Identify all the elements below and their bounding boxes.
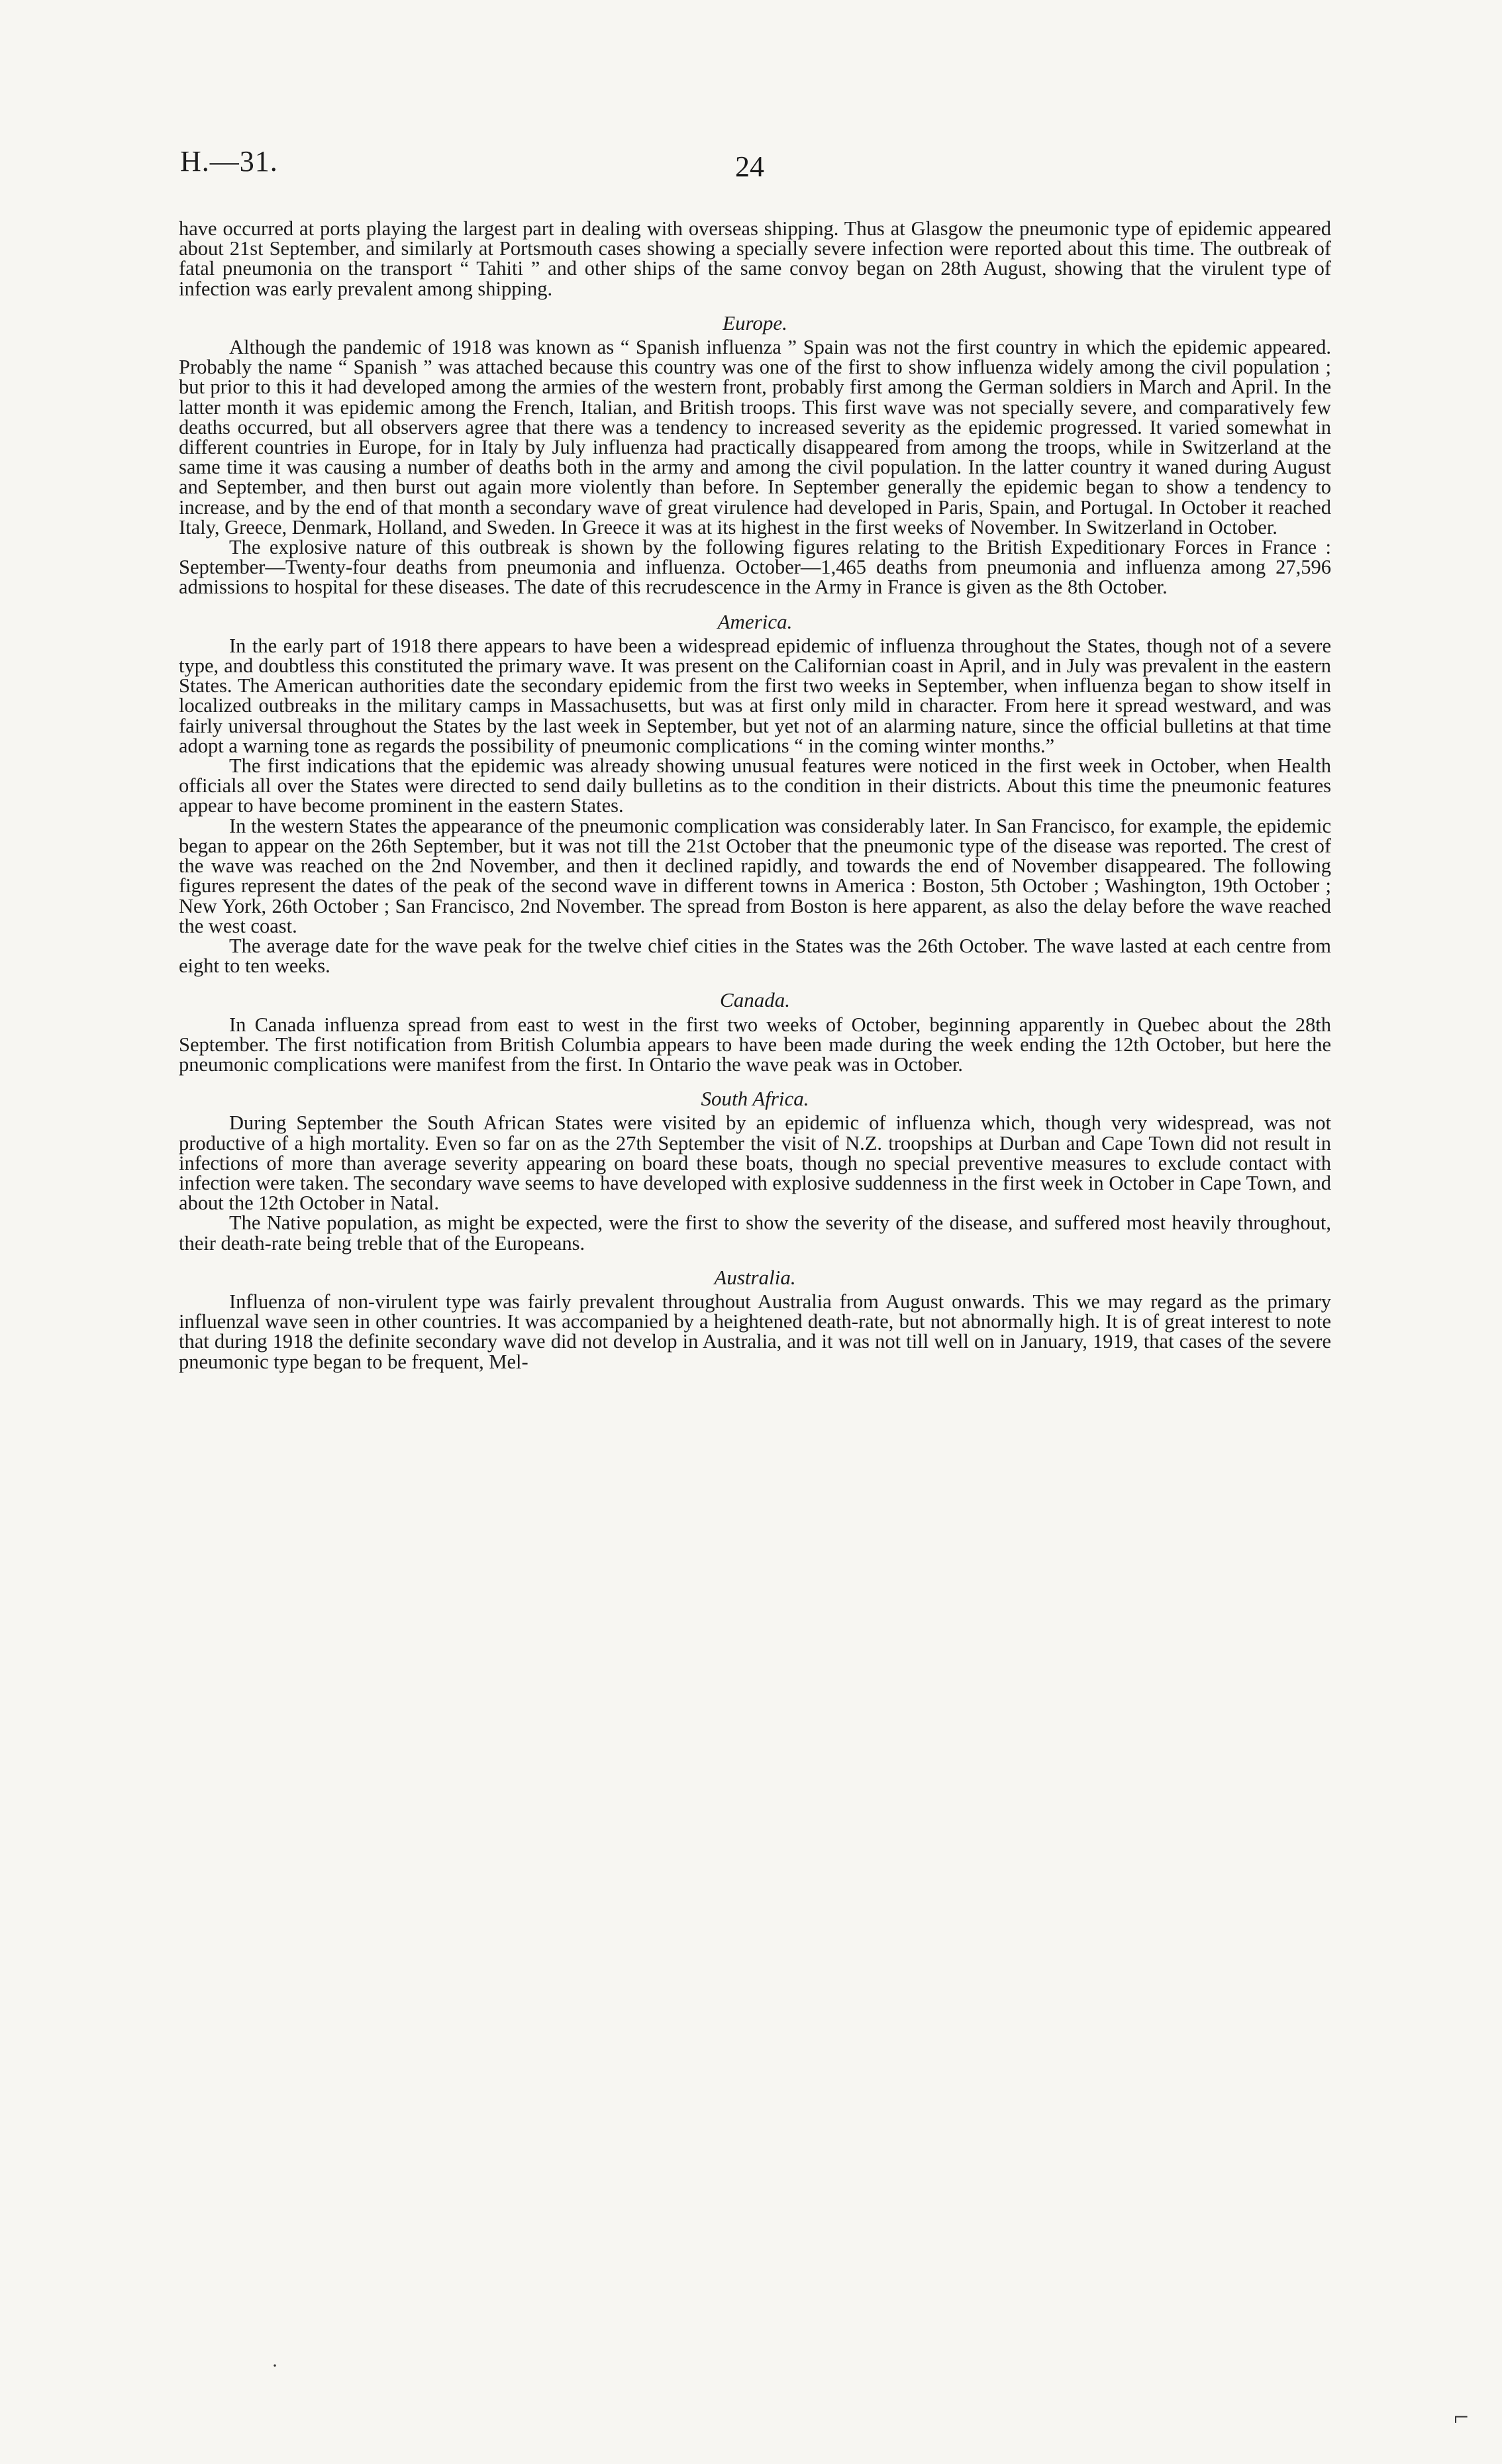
corner-scan-mark: ⌐ — [1454, 2402, 1469, 2432]
paragraph-south-africa-2: The Native population, as might be expected, were the first to show the severity of the disease, and suffered most heavily throughout, their death-rate being treble that of the Europeans. — [179, 1211, 1331, 1255]
section-heading-america: America. — [717, 609, 793, 633]
paragraph-australia-1: Influenza of non-virulent type was fairly prevalent throughout Australia from August onwards. This we may regard as the primary influenzal wave seen in other countries. It was accompanied by a heightened death-rate, but not abnormally high. It is of great interest to note that during 1918 the definite secondary wave did not develop in Australia, and it was not till well on in January, 1919, that cases of the severe pneumonic type began to be frequent, Mel- — [179, 1290, 1331, 1373]
report-reference: H.—31. — [180, 145, 278, 178]
document-body — [179, 219, 1331, 1372]
paragraph-america-1: In the early part of 1918 there appears to have been a widespread epidemic of influenza throughout the States, though not of a severe type, and doubtless this constituted the primary wave. It was present on the Californian coast in April, and in July was prevalent in the eastern States. The American authorities date the secondary epidemic from the first two weeks in September, when influenza began to show itself in localized outbreaks in the military camps in Massachusetts, but was at first only mild in character. From here it spread westward, and was fairly universal throughout the States by the last week in September, but yet not of an alarming nature, since the official bulletins at that time adopt a warning tone as regards the possibility of pneumonic complications “ in the coming winter months.” — [179, 634, 1331, 757]
section-heading-australia: Australia. — [714, 1265, 796, 1289]
paragraph-south-africa-1: During September the South African States were visited by an epidemic of influenza which, though very widespread, was not productive of a high mortality. Even so far on as the 27th September the visit of N.Z. troopships at Durban and Cape Town did not result in infections of more than average severity appearing on board these boats, though no special preventive measures to exclude contact with infection were taken. The secondary wave seems to have developed with explosive suddenness in the first week in October in Cape Town, and about the 12th October in Natal. — [179, 1111, 1331, 1215]
paragraph-america-4: The average date for the wave peak for the twelve chief cities in the States was the 26th October. The wave lasted at each centre from eight to ten weeks. — [179, 934, 1331, 978]
page-number: 24 — [735, 150, 764, 183]
paragraph-canada-1: In Canada influenza spread from east to west in the first two weeks of October, beginning apparently in Quebec about the 28th September. The first notification from British Columbia appears to have been made during the week ending the 12th October, but here the pneumonic complications were manifest from the first. In Ontario the wave peak was in October. — [179, 1013, 1331, 1076]
paragraph-europe-2: The explosive nature of this outbreak is shown by the following figures relating to the British Expeditionary Forces in France : September—Twenty-four deaths from pneumonia and influenza. October—1,465 deaths from pneumonia and influenza among 27,596 admissions to hospital for these diseases. The date of this recrudescence in the Army in France is given as the 8th October. — [179, 536, 1331, 599]
section-heading-canada: Canada. — [720, 988, 790, 1012]
paragraph-america-3: In the western States the appearance of the pneumonic complication was considerably later. In San Francisco, for example, the epidemic began to appear on the 26th September, but it was not till the 21st October that the pneumonic type of the disease was reported. The crest of the wave was reached on the 2nd November, and then it declined rapidly, and towards the end of November disappeared. The following figures represent the dates of the peak of the second wave in different towns in America : Boston, 5th October ; Washington, 19th October ; New York, 26th October ; San Francisco, 2nd November. The spread from Boston is here apparent, as also the delay before the wave reached the west coast. — [179, 814, 1331, 937]
section-heading-europe: Europe. — [723, 311, 787, 334]
section-heading-south-africa: South Africa. — [701, 1087, 809, 1111]
paragraph-america-2: The first indications that the epidemic was already showing unusual features were noticed in the first week in October, when Health officials all over the States were directed to send daily bulletins as to the condition in their districts. About this time the pneumonic features appear to have become prominent in the eastern States. — [179, 754, 1331, 817]
paragraph-intro: have occurred at ports playing the largest part in dealing with overseas shipping. Thus at Glasgow the pneumonic type of epidemic appeared about 21st September, and similarly at Portsmouth cases showing a specially severe infection were reported about this time. The outbreak of fatal pneumonia on the transport “ Tahiti ” and other ships of the same convoy began on 28th August, showing that the virulent type of infection was early prevalent among shipping. — [179, 217, 1331, 300]
stray-dot-mark: · — [272, 2355, 278, 2377]
paragraph-europe-1: Although the pandemic of 1918 was known as “ Spanish influenza ” Spain was not the first country in which the epidemic appeared. Probably the name “ Spanish ” was attached because this country was one of the first to show influenza widely among the civil population ; but prior to this it had developed among the armies of the western front, probably first among the German soldiers in March and April. In the latter month it was epidemic among the French, Italian, and British troops. This first wave was not specially severe, and comparatively few deaths occurred, but all observers agree that there was a tendency to increased severity as the epidemic progressed. It varied somewhat in different countries in Europe, for in Italy by July influenza had practically disappeared from among the troops, while in Switzerland at the same time it was causing a number of deaths both in the army and among the civil population. In the latter country it waned during August and September, and then burst out again more violently than before. In September generally the epidemic began to show a tendency to increase, and by the end of that month a secondary wave of great virulence had developed in Paris, Spain, and Portugal. In October it reached Italy, Greece, Denmark, Holland, and Sweden. In Greece it was at its highest in the first weeks of November. In Switzerland in October. — [179, 336, 1331, 539]
